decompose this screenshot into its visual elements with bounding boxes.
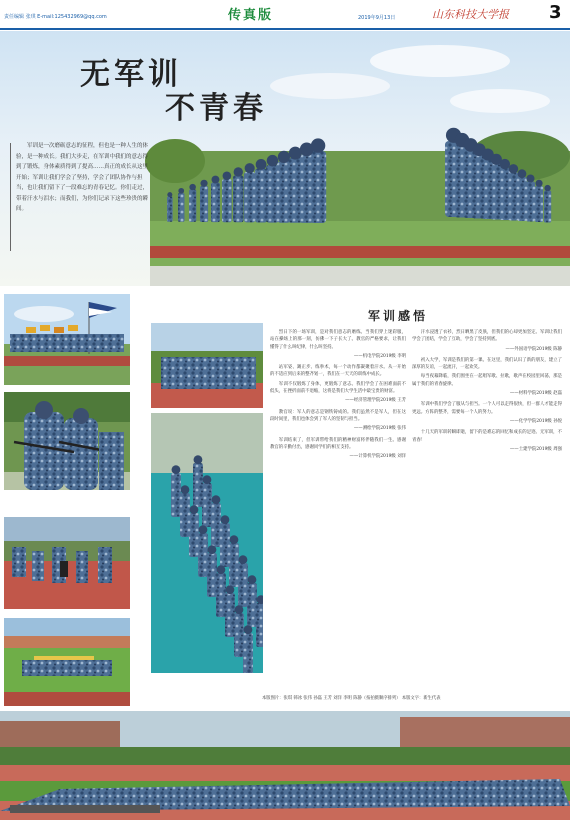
soldier-figure — [517, 177, 527, 221]
photo-squad-standing — [151, 323, 263, 408]
author-signature: ——外国语学院2019级 陈静 — [505, 346, 562, 352]
photo-flag-parade — [4, 294, 130, 385]
article-paragraph: 站军姿、踢正步、练拳术，每一个动作都凝聚着汗水。从一开始的不适应到后来的整齐划一，我们在一天天的训练中成长。 — [270, 365, 406, 378]
soldier-cap — [289, 147, 302, 160]
soldier-cap — [203, 475, 212, 484]
soldier-cap — [245, 163, 255, 173]
soldier-figure — [167, 197, 173, 222]
soldier-figure — [207, 553, 217, 597]
article-paragraph: 十几天的军训转瞬即逝，留下的是难忘的回忆和成长的足迹。无军训，不青春！ — [412, 430, 562, 443]
article-paragraph: 军训中我们学会了服从与担当。一个人可以走得很快，但一群人才能走得更远。方阵的整齐，需要每一个人的努力。 — [412, 402, 562, 415]
soldier-cap — [527, 175, 535, 183]
author-signature: ——测绘学院2019级 张伟 — [353, 426, 406, 432]
article-column-1 — [270, 329, 406, 687]
soldier-figure — [178, 193, 184, 222]
soldier-cap — [256, 159, 267, 170]
intro-rule — [10, 143, 11, 251]
soldier-cap — [244, 625, 253, 634]
author-signature: ——材料学院2019级 赵磊 — [509, 391, 562, 397]
article-paragraph: 军训不仅锻炼了身体，更锻炼了意志。我们学会了在困难面前不低头，在挫折面前不退缩，这将是我们大学生活中最宝贵的财富。 — [270, 381, 406, 395]
soldier-figure — [189, 513, 199, 557]
soldier-cap — [189, 184, 195, 190]
soldier-cap — [234, 167, 243, 176]
soldier-cap — [544, 185, 550, 191]
soldier-cap — [248, 575, 257, 584]
soldier-figure — [193, 463, 203, 507]
author-signature: ——土建学院2019级 周强 — [509, 446, 562, 452]
soldier-cap — [178, 188, 184, 194]
soldier-cap — [535, 180, 542, 187]
soldier-cap — [226, 585, 235, 594]
author-signature: ——机电学院2019级 李明 — [353, 353, 406, 359]
article-paragraph: 每当夜幕降临，我们围坐在一起唱军歌、拉歌，歌声在校园里回荡，那是属于我们的青春旋律。 — [412, 374, 562, 387]
soldier-figure — [243, 633, 253, 673]
article-column-2 — [412, 329, 562, 687]
intro-paragraph: 军训是一次磨砺意志的征程，但也是一种人生的体验，是一种成长。我们大步走，在军训中我们的意志得到了锻炼，身体素质得到了提高……真正的成长从这里开始；军训让我们学会了坚持，学会了团队协作与担当，也让我们留下了一段难忘的青春记忆。你们走过，带着汗水与泪水；而我们，为你们记录下这些珍贵的瞬间。 — [16, 143, 149, 212]
photo-credits: 本版图片：张琪 韩冰 张伟 孙磊 王芳 刘洋 李明 陈静（按拍摄顺序排列） 本版文字：新生代表 — [262, 696, 441, 701]
soldier-cap — [518, 169, 527, 178]
soldier-figure — [211, 183, 220, 223]
soldier-figure — [189, 190, 196, 222]
soldier-figure — [211, 503, 221, 547]
page-number: 3 — [549, 2, 562, 23]
soldier-figure — [535, 186, 543, 222]
soldier-cap — [223, 171, 232, 180]
soldier-cap — [278, 151, 290, 163]
soldier-figure — [234, 613, 244, 657]
article-paragraph: 烈日下的一场军训，是对我们意志的磨练。当我们穿上迷彩服，站在操场上的那一刻，仿佛一下子长大了。教官的严格要求，让我们懂得了什么叫纪律，什么叫坚持。 — [270, 330, 406, 350]
soldier-cap — [190, 505, 199, 514]
soldier-figure — [180, 493, 190, 537]
soldier-cap — [199, 525, 208, 534]
soldier-cap — [167, 192, 172, 197]
soldier-figure — [229, 543, 239, 587]
soldier-figure — [247, 583, 257, 627]
soldier-cap — [500, 159, 510, 169]
photo-marching-track — [4, 517, 130, 609]
soldier-cap — [239, 555, 248, 564]
soldier-figure — [255, 169, 267, 223]
soldier-cap — [211, 176, 219, 184]
soldier-cap — [208, 545, 217, 554]
article-title: 军训感悟 — [368, 309, 429, 323]
soldier-figure — [171, 473, 181, 517]
headline-line-1: 无军训 — [80, 57, 182, 92]
soldier-figure — [225, 593, 235, 637]
soldier-figure — [244, 172, 255, 222]
soldier-figure — [200, 186, 208, 222]
editor-info: 责任编辑 张琪 E-mail:125432969@qq.com — [4, 14, 107, 20]
photo-panorama-review — [0, 711, 570, 820]
soldier-cap — [200, 180, 207, 187]
issue-date: 2019年9月13日 — [358, 15, 396, 21]
soldier-figure — [202, 483, 212, 527]
soldier-figure — [526, 182, 535, 222]
article-paragraph: 汗水浸透了衣衫，烈日晒黑了皮肤，但我们的心却更加坚定。军训让我们学会了团结，学会了互助，学会了坚持到底。 — [412, 330, 562, 343]
soldier-cap — [181, 485, 190, 494]
headline-line-2: 不青春 — [165, 91, 267, 126]
soldier-figure — [233, 176, 244, 223]
soldier-cap — [300, 143, 314, 157]
soldier-cap — [230, 535, 239, 544]
newspaper-logo: 山东科技大学报 — [432, 8, 509, 21]
soldier-figure — [216, 573, 226, 617]
article-paragraph: 初入大学，军训是我们的第一课。在这里，我们认识了新的朋友，建立了深厚的友谊，一起流汗，一起欢笑。 — [412, 357, 562, 371]
soldier-cap — [267, 155, 279, 167]
soldier-figure — [277, 162, 291, 223]
soldier-cap — [212, 495, 221, 504]
photo-field-formation — [4, 618, 130, 706]
author-signature: ——计算机学院2019级 刘洋 — [349, 454, 406, 460]
soldier-cap — [221, 515, 230, 524]
soldier-figure — [220, 523, 230, 567]
author-signature: ——经济管理学院2019级 王芳 — [345, 398, 406, 404]
soldier-cap — [194, 455, 203, 464]
article-paragraph: 军训结束了，但军训带给我们的精神财富将伴随我们一生。感谢教官的辛勤付出，感谢同学们的相互支持。 — [270, 437, 406, 450]
soldier-figure — [222, 179, 232, 222]
photo-firearm-drill — [4, 392, 130, 490]
soldier-figure — [198, 533, 208, 577]
author-signature: ——化学学院2019级 孙悦 — [509, 418, 562, 424]
hero-banner — [0, 31, 570, 286]
soldier-cap — [235, 605, 244, 614]
soldier-cap — [509, 164, 519, 174]
soldier-figure — [256, 603, 263, 647]
page-header — [0, 0, 570, 30]
article-paragraph: 教官说：军人的意志是钢铁铸成的。我们虽然不是军人，但在这段时间里，我们也体会到了军人的坚韧与担当。 — [270, 409, 406, 422]
section-name: 传真版 — [228, 8, 274, 23]
soldier-cap — [172, 465, 181, 474]
soldier-figure — [238, 563, 248, 607]
soldier-cap — [217, 565, 226, 574]
soldier-figure — [266, 165, 279, 223]
soldier-figure — [544, 191, 551, 223]
photo-column-marching — [151, 413, 263, 673]
